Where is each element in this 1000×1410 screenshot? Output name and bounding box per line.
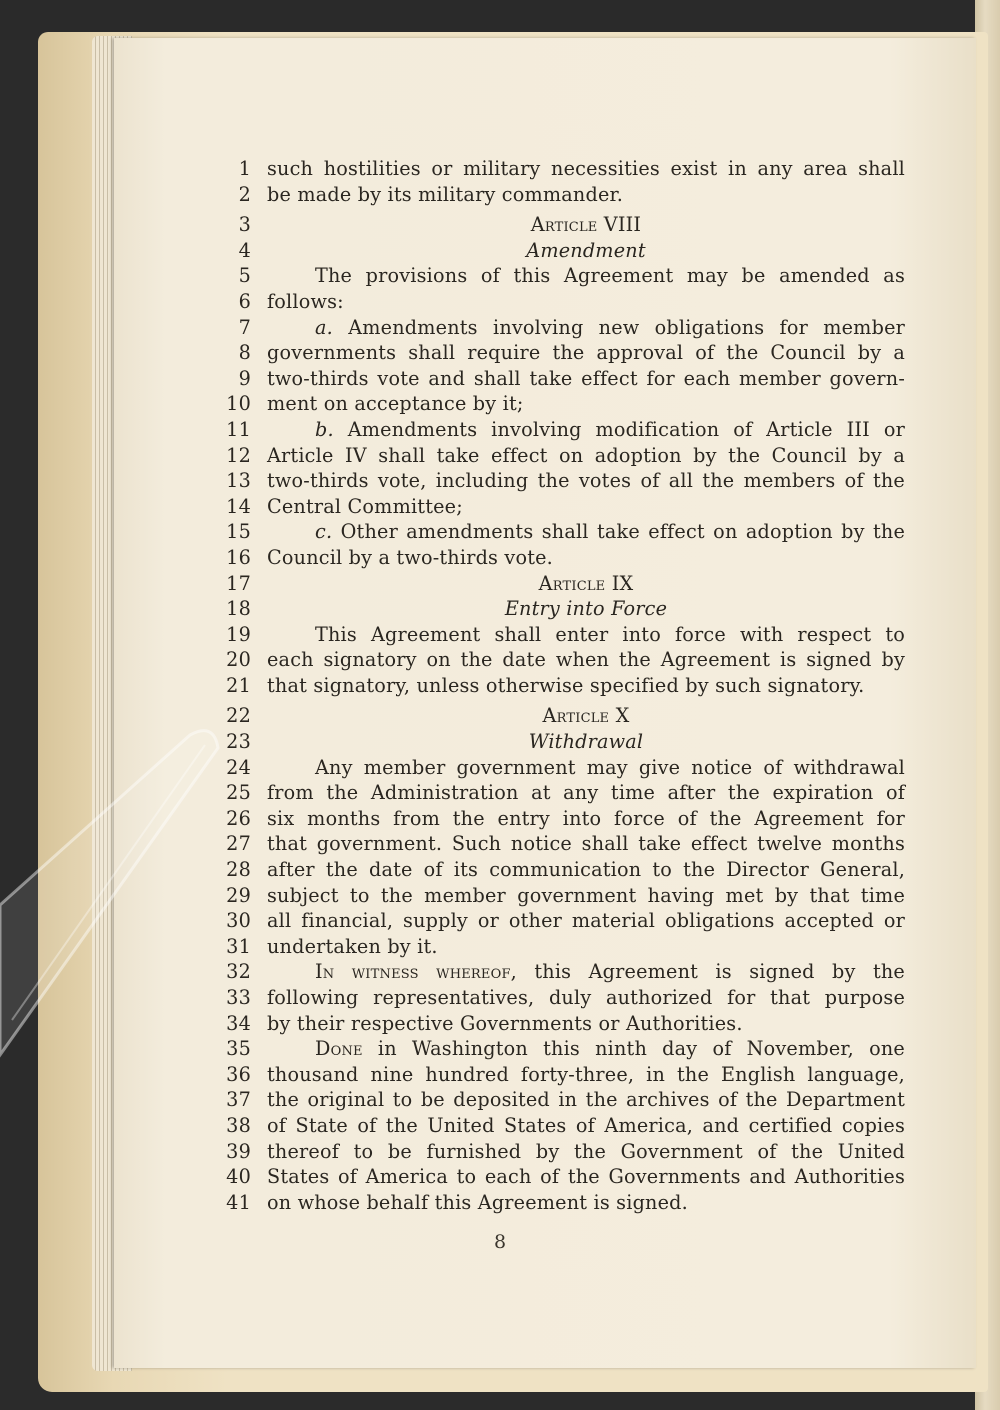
line-number: 12 bbox=[226, 443, 251, 467]
line-text: States of America to each of the Governments and Authorities bbox=[267, 1165, 905, 1189]
line-number: 37 bbox=[226, 1088, 251, 1112]
line-text: such hostilities or military necessities exist in any area shall bbox=[267, 157, 905, 180]
line-text: Central Committee; bbox=[267, 494, 463, 518]
line-number: 13 bbox=[226, 469, 251, 493]
line-number: 20 bbox=[226, 648, 251, 672]
line-text: Amendment bbox=[526, 238, 646, 262]
section-title bbox=[215, 596, 905, 622]
line-text: two-thirds vote, including the votes of all the members of the bbox=[267, 469, 905, 493]
line-text: the original to be deposited in the archives of the Department bbox=[267, 1088, 905, 1112]
article-heading bbox=[215, 212, 905, 238]
line-text: that government. Such notice shall take effect twelve months bbox=[267, 832, 905, 856]
text-line bbox=[215, 883, 905, 909]
clause-letter: b. bbox=[315, 417, 334, 441]
line-number: 11 bbox=[226, 417, 251, 441]
line-text: on whose behalf this Agreement is signed. bbox=[267, 1190, 688, 1214]
line-number: 31 bbox=[226, 934, 251, 958]
line-number: 10 bbox=[226, 392, 251, 416]
line-text: follows: bbox=[267, 289, 344, 313]
text-line bbox=[215, 494, 905, 520]
line-number: 29 bbox=[226, 883, 251, 907]
line-text: The provisions of this Agreement may be amended as bbox=[315, 264, 905, 288]
done-phrase: Done bbox=[315, 1037, 363, 1061]
line-number: 15 bbox=[226, 520, 251, 544]
line-number: 35 bbox=[226, 1037, 251, 1061]
line-number: 4 bbox=[238, 238, 251, 262]
line-text: subject to the member government having met by that time bbox=[267, 883, 905, 907]
line-text: Amendments involving modification of Article III or bbox=[347, 417, 905, 441]
line-number: 21 bbox=[226, 673, 251, 697]
text-line bbox=[215, 934, 905, 960]
line-number: 34 bbox=[226, 1011, 251, 1035]
line-text: two-thirds vote and shall take effect for each member govern- bbox=[267, 366, 905, 390]
line-text: by their respective Governments or Authorities. bbox=[267, 1011, 743, 1035]
text-line bbox=[215, 908, 905, 934]
text-line bbox=[215, 519, 905, 545]
article-label: Article bbox=[538, 571, 606, 595]
line-number: 23 bbox=[226, 730, 251, 754]
line-number: 5 bbox=[238, 264, 251, 288]
text-line bbox=[215, 263, 905, 289]
text-line bbox=[215, 1036, 905, 1062]
line-text: Entry into Force bbox=[504, 597, 668, 621]
text-line bbox=[215, 1087, 905, 1113]
line-text: undertaken by it. bbox=[267, 934, 438, 958]
text-line bbox=[215, 755, 905, 781]
text-line bbox=[215, 545, 905, 571]
line-text: ment on acceptance by it; bbox=[267, 392, 524, 416]
section-title bbox=[215, 729, 905, 755]
line-text: six months from the entry into force of the Agreement for bbox=[267, 806, 905, 830]
line-text: each signatory on the date when the Agreement is signed by bbox=[267, 648, 905, 672]
text-line bbox=[215, 1011, 905, 1037]
line-number: 36 bbox=[226, 1062, 251, 1086]
text-line bbox=[215, 391, 905, 417]
section-title bbox=[215, 238, 905, 264]
article-label: Article bbox=[542, 704, 610, 728]
line-number: 19 bbox=[226, 622, 251, 646]
line-number: 2 bbox=[238, 182, 251, 206]
line-text: Other amendments shall take effect on adoption by the bbox=[340, 520, 905, 544]
text-line bbox=[215, 366, 905, 392]
line-text: thousand nine hundred forty-three, in the English language, bbox=[267, 1062, 905, 1086]
text-line bbox=[215, 1164, 905, 1190]
line-text: Council by a two-thirds vote. bbox=[267, 545, 553, 569]
line-text: be made by its military commander. bbox=[267, 182, 624, 206]
line-text: in Washington this ninth day of November, one bbox=[377, 1037, 905, 1061]
line-text: after the date of its communication to the Director General, bbox=[267, 858, 905, 882]
line-number: 24 bbox=[226, 755, 251, 779]
line-number: 41 bbox=[226, 1190, 251, 1214]
line-text: Amendments involving new obligations for member bbox=[348, 315, 905, 339]
page-number: 8 bbox=[493, 1231, 507, 1253]
line-number: 18 bbox=[226, 597, 251, 621]
clause-letter: c. bbox=[315, 520, 333, 544]
line-number: 28 bbox=[226, 858, 251, 882]
line-number: 8 bbox=[238, 341, 251, 365]
text-line bbox=[215, 647, 905, 673]
article-number: VIII bbox=[603, 213, 642, 237]
text-line bbox=[215, 1190, 905, 1216]
text-line bbox=[215, 780, 905, 806]
line-number: 16 bbox=[226, 545, 251, 569]
line-number: 27 bbox=[226, 832, 251, 856]
line-text: governments shall require the approval of the Council by a bbox=[267, 341, 905, 365]
article-number: X bbox=[615, 704, 630, 728]
text-line bbox=[215, 673, 905, 699]
line-number: 1 bbox=[238, 157, 251, 180]
line-text: Article IV shall take effect on adoption by the Council by a bbox=[267, 443, 905, 467]
line-number: 38 bbox=[226, 1113, 251, 1137]
text-line bbox=[215, 468, 905, 494]
clause-letter: a. bbox=[315, 315, 333, 339]
line-number: 39 bbox=[226, 1139, 251, 1163]
agreement-text bbox=[215, 156, 905, 1215]
article-number: IX bbox=[611, 571, 634, 595]
witness-phrase: In witness whereof, bbox=[315, 960, 517, 984]
article-heading bbox=[215, 571, 905, 597]
text-line bbox=[215, 443, 905, 469]
line-text: from the Administration at any time after the expiration of bbox=[267, 781, 905, 805]
line-number: 25 bbox=[226, 781, 251, 805]
line-number: 33 bbox=[226, 986, 251, 1009]
text-line bbox=[215, 289, 905, 315]
line-number: 40 bbox=[226, 1165, 251, 1189]
line-text: all financial, supply or other material obligations accepted or bbox=[267, 909, 905, 933]
line-number: 7 bbox=[238, 315, 251, 339]
text-line bbox=[215, 182, 905, 208]
text-line bbox=[215, 156, 905, 182]
article-heading bbox=[215, 703, 905, 729]
line-text: thereof to be furnished by the Government of the United bbox=[267, 1139, 905, 1163]
line-text: following representatives, duly authorized for that purpose bbox=[267, 986, 905, 1009]
line-text: Withdrawal bbox=[528, 730, 644, 754]
text-line bbox=[215, 857, 905, 883]
text-line bbox=[215, 806, 905, 832]
line-number: 3 bbox=[238, 213, 251, 237]
text-line bbox=[215, 831, 905, 857]
line-text: Any member government may give notice of withdrawal bbox=[315, 755, 905, 779]
text-line bbox=[215, 1113, 905, 1139]
line-number: 17 bbox=[226, 571, 251, 595]
text-line bbox=[215, 1062, 905, 1088]
line-text: of State of the United States of America, and certified copies bbox=[267, 1113, 905, 1137]
article-label: Article bbox=[530, 213, 598, 237]
line-number: 9 bbox=[238, 366, 251, 390]
text-line bbox=[215, 340, 905, 366]
line-number: 22 bbox=[226, 704, 251, 728]
line-number: 14 bbox=[226, 494, 251, 518]
text-line bbox=[215, 985, 905, 1011]
text-line bbox=[215, 1139, 905, 1165]
line-number: 26 bbox=[226, 806, 251, 830]
text-line bbox=[215, 315, 905, 341]
line-number: 6 bbox=[238, 289, 251, 313]
line-number: 30 bbox=[226, 909, 251, 933]
line-number: 32 bbox=[226, 960, 251, 984]
line-text: that signatory, unless otherwise specified by such signatory. bbox=[267, 673, 865, 697]
text-line bbox=[215, 417, 905, 443]
line-text: this Agreement is signed by the bbox=[534, 960, 905, 984]
text-line bbox=[215, 622, 905, 648]
text-line bbox=[215, 959, 905, 985]
line-text: This Agreement shall enter into force with respect to bbox=[315, 622, 905, 646]
